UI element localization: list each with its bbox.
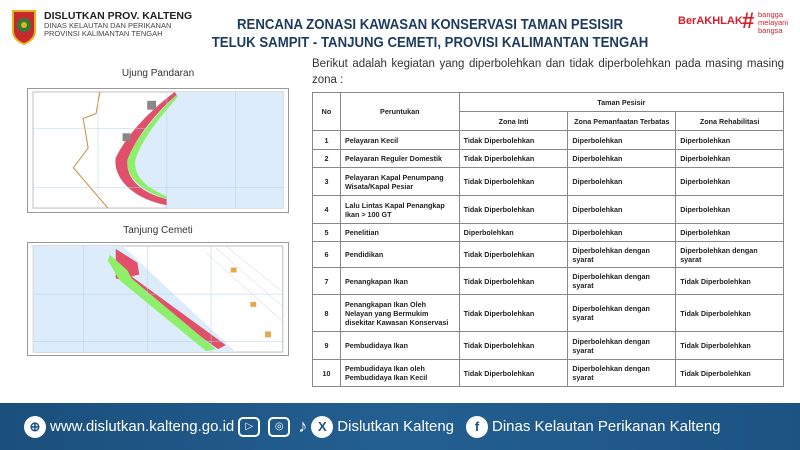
facebook-icon[interactable]: f [466,416,488,438]
kalteng-emblem-logo [11,9,37,45]
tiktok-icon[interactable]: ♪ [298,416,308,436]
table-row [313,168,784,196]
zona-pemanfaatan-cell: Diperbolehkan dengan syarat [568,332,676,360]
zona-rehabilitasi-cell: Tidak Diperbolehkan [676,295,784,332]
peruntukan-cell: Penelitian [340,224,459,242]
header-zona-inti: Zona Inti [459,112,568,131]
header-zona-pemanfaatan: Zona Pemanfaatan Terbatas [568,112,676,131]
website-link[interactable]: www.dislutkan.kalteng.go.id [50,418,235,435]
zona-inti-cell: Tidak Diperbolehkan [459,196,568,224]
row-number: 3 [313,168,341,196]
org-name: DISLUTKAN PROV. KALTENG [44,10,193,22]
zona-inti-cell: Tidak Diperbolehkan [459,242,568,268]
peruntukan-cell: Pendidikan [340,242,459,268]
row-number: 7 [313,268,341,295]
table-row [313,332,784,360]
title-line2: TELUK SAMPIT - TANJUNG CEMETI, PROVISI KALIMANTAN TENGAH [211,34,649,51]
table-row [313,295,784,332]
peruntukan-cell: Pelayaran Reguler Domestik [340,150,459,168]
zona-pemanfaatan-cell: Diperbolehkan dengan syarat [568,242,676,268]
zona-rehabilitasi-cell: Tidak Diperbolehkan [676,268,784,295]
facebook-handle[interactable]: Dinas Kelautan Perikanan Kalteng [492,418,721,435]
title-line1: RENCANA ZONASI KAWASAN KONSERVASI TAMAN PESISIR [236,16,624,33]
row-number: 6 [313,242,341,268]
org-sub2: PROVINSI KALIMANTAN TENGAH [44,28,163,38]
zona-pemanfaatan-cell: Diperbolehkan [568,150,676,168]
zona-inti-cell: Tidak Diperbolehkan [459,150,568,168]
header-peruntukan: Peruntukan [340,93,459,131]
peruntukan-cell: Pelayaran Kecil [340,131,459,150]
zona-rehabilitasi-cell: Diperbolehkan [676,224,784,242]
zona-inti-cell: Tidak Diperbolehkan [459,268,568,295]
row-number: 9 [313,332,341,360]
peruntukan-cell: Penangkapan Ikan [340,268,459,295]
zona-inti-cell: Tidak Diperbolehkan [459,360,568,387]
youtube-icon[interactable]: ▷ [238,417,260,437]
table-row [313,224,784,242]
map-label-tanjung-cemeti: Tanjung Cemeti [123,225,193,236]
peruntukan-cell: Penangkapan Ikan Oleh Nelayan yang Bermukim disekitar Kawasan Konservasi [340,295,459,332]
page-title [184,16,677,52]
zona-inti-cell: Tidak Diperbolehkan [459,131,568,150]
table-row [313,268,784,295]
zona-inti-cell: Tidak Diperbolehkan [459,332,568,360]
zona-inti-cell: Tidak Diperbolehkan [459,168,568,196]
zona-rehabilitasi-cell: Diperbolehkan [676,131,784,150]
footer-bar [0,403,800,450]
zona-rehabilitasi-cell: Diperbolehkan [676,196,784,224]
zona-pemanfaatan-cell: Diperbolehkan [568,224,676,242]
zona-pemanfaatan-cell: Diperbolehkan dengan syarat [568,295,676,332]
header-no: No [313,93,341,131]
org-sub1: DINAS KELAUTAN DAN PERIKANAN [44,21,172,31]
row-number: 10 [313,360,341,387]
row-number: 8 [313,295,341,332]
peruntukan-cell: Pembudidaya Ikan [340,332,459,360]
zona-rehabilitasi-cell: Diperbolehkan [676,150,784,168]
map-label-ujung-pandaran: Ujung Pandaran [121,68,195,79]
table-row [313,131,784,150]
zona-rehabilitasi-cell: Tidak Diperbolehkan [676,360,784,387]
header-zona-rehabilitasi: Zona Rehabilitasi [676,112,784,131]
row-number: 1 [313,131,341,150]
hashtag-icon: # [742,8,755,33]
zona-pemanfaatan-cell: Diperbolehkan dengan syarat [568,360,676,387]
zona-pemanfaatan-cell: Diperbolehkan [568,196,676,224]
intro-text: Berikut adalah kegiatan yang diperbolehkan dan tidak diperbolehkan pada masing masing zona : [312,58,784,86]
zona-pemanfaatan-cell: Diperbolehkan [568,131,676,150]
x-handle[interactable]: Dislutkan Kalteng [337,418,455,435]
berakhlak-logo [678,8,796,43]
zona-inti-cell: Tidak Diperbolehkan [459,295,568,332]
zona-rehabilitasi-cell: Diperbolehkan dengan syarat [676,242,784,268]
map-ujung-pandaran [27,88,289,213]
table-row [313,196,784,224]
peruntukan-cell: Pembudidaya Ikan oleh Pembudidaya Ikan Kecil [340,360,459,387]
row-number: 4 [313,196,341,224]
row-number: 5 [313,224,341,242]
zoning-table [312,92,784,387]
zona-rehabilitasi-cell: Diperbolehkan [676,168,784,196]
table-row [313,360,784,387]
globe-icon: ⊕ [24,416,46,438]
x-icon[interactable]: X [311,416,333,438]
peruntukan-cell: Pelayaran Kapal Penumpang Wisata/Kapal Pesiar [340,168,459,196]
zona-rehabilitasi-cell: Tidak Diperbolehkan [676,332,784,360]
peruntukan-cell: Lalu Lintas Kapal Penangkap Ikan > 100 GT [340,196,459,224]
map-tanjung-cemeti [27,242,289,356]
table-row [313,150,784,168]
zona-inti-cell: Diperbolehkan [459,224,568,242]
brand-tag: bangga melayani bangsa [758,10,789,35]
instagram-icon[interactable]: ◎ [268,417,290,437]
zona-pemanfaatan-cell: Diperbolehkan dengan syarat [568,268,676,295]
header-taman-pesisir: Taman Pesisir [459,93,783,112]
row-number: 2 [313,150,341,168]
org-block [44,11,192,38]
brand-text: BerAKHLAK [678,15,743,27]
zona-pemanfaatan-cell: Diperbolehkan [568,168,676,196]
table-row [313,242,784,268]
